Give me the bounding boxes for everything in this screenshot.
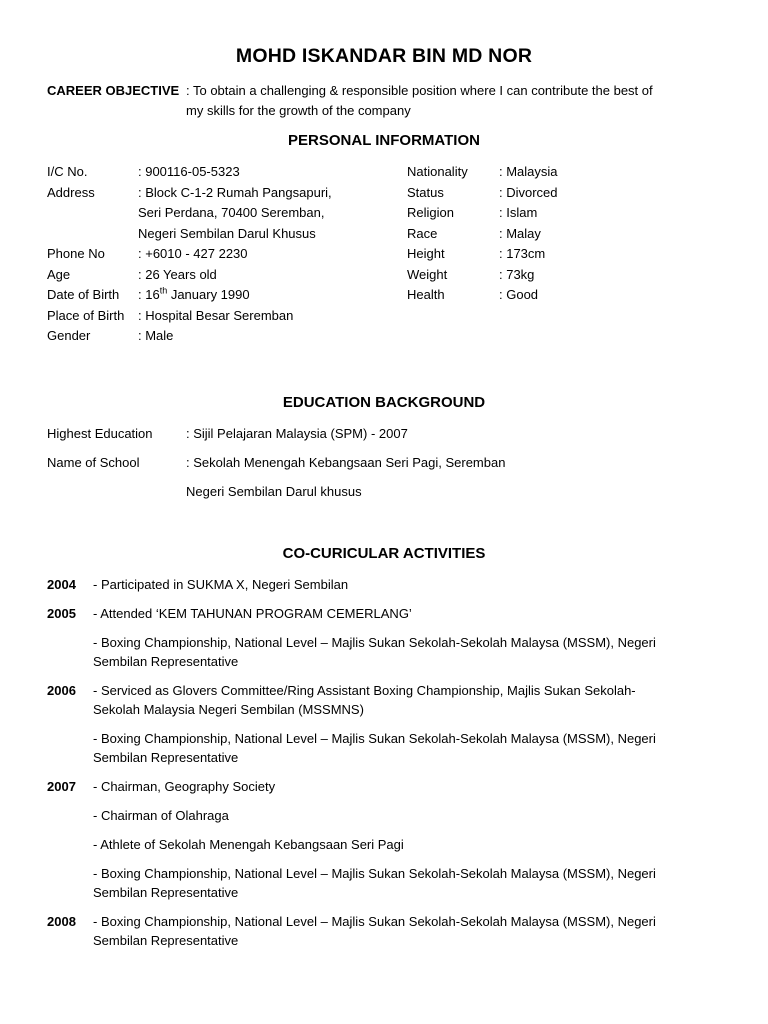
age-value: : 26 Years old — [138, 267, 217, 282]
school-value: : Sekolah Menengah Kebangsaan Seri Pagi, Seremban — [186, 455, 506, 470]
dob-ordinal: th — [159, 285, 168, 296]
activity-item: - Boxing Championship, National Level – Majlis Sukan Sekolah-Sekolah Malaysa (MSSM), Negeri — [93, 866, 656, 881]
activity-item: - Chairman, Geography Society — [93, 779, 276, 794]
activities-title: CO-CURICULAR ACTIVITIES — [282, 545, 486, 562]
address-label: Address — [47, 185, 95, 200]
ic-value: : 900116-05-5323 — [138, 164, 240, 179]
activity-item-cont: Sembilan Representative — [93, 750, 239, 765]
health-value: : Good — [499, 287, 539, 302]
phone-label: Phone No — [47, 246, 105, 261]
address-line-3: Negeri Sembilan Darul Khusus — [138, 226, 316, 241]
weight-label: Weight — [407, 267, 448, 282]
activity-item: - Boxing Championship, National Level – Majlis Sukan Sekolah-Sekolah Malaysa (MSSM), Negeri — [93, 731, 656, 746]
activity-item: - Boxing Championship, National Level – Majlis Sukan Sekolah-Sekolah Malaysa (MSSM), Negeri — [93, 914, 656, 929]
ic-label: I/C No. — [47, 164, 88, 179]
career-objective-text: : To obtain a challenging & responsible position where I can contribute the best of — [186, 83, 653, 98]
nationality-label: Nationality — [407, 164, 468, 179]
highest-education-value: : Sijil Pelajaran Malaysia (SPM) - 2007 — [186, 426, 408, 441]
religion-value: : Islam — [499, 205, 538, 220]
career-objective-text-cont: my skills for the growth of the company — [186, 103, 411, 118]
activity-item-cont: Sembilan Representative — [93, 654, 239, 669]
status-label: Status — [407, 185, 444, 200]
religion-label: Religion — [407, 205, 454, 220]
year-2005: 2005 — [47, 606, 76, 621]
activity-item: - Athlete of Sekolah Menengah Kebangsaan Seri Pagi — [93, 837, 404, 852]
activity-item: - Chairman of Olahraga — [93, 808, 229, 823]
pob-value: : Hospital Besar Seremban — [138, 308, 294, 323]
year-2004: 2004 — [47, 577, 76, 592]
dob-value — [138, 287, 250, 303]
gender-value: : Male — [138, 328, 174, 343]
dob-day: : 16 — [138, 287, 160, 302]
address-line-2: Seri Perdana, 70400 Seremban, — [138, 205, 325, 220]
activity-item: - Participated in SUKMA X, Negeri Sembilan — [93, 577, 349, 592]
health-label: Health — [407, 287, 445, 302]
nationality-value: : Malaysia — [499, 164, 558, 179]
education-title: EDUCATION BACKGROUND — [282, 394, 486, 411]
activity-item-cont: Sekolah Malaysia Negeri Sembilan (MSSMNS) — [93, 702, 364, 717]
race-label: Race — [407, 226, 438, 241]
age-label: Age — [47, 267, 71, 282]
weight-value: : 73kg — [499, 267, 535, 282]
candidate-name: MOHD ISKANDAR BIN MD NOR — [235, 45, 533, 67]
career-objective-label: CAREER OBJECTIVE — [47, 83, 180, 98]
activity-item: - Attended ‘KEM TAHUNAN PROGRAM CEMERLANG’ — [93, 606, 412, 621]
dob-label: Date of Birth — [47, 287, 120, 302]
activity-item-cont: Sembilan Representative — [93, 885, 239, 900]
dob-month-year: January 1990 — [167, 287, 250, 302]
height-value: : 173cm — [499, 246, 546, 261]
year-2008: 2008 — [47, 914, 76, 929]
personal-info-title: PERSONAL INFORMATION — [288, 132, 480, 149]
race-value: : Malay — [499, 226, 541, 241]
address-line-1: : Block C-1-2 Rumah Pangsapuri, — [138, 185, 332, 200]
school-label: Name of School — [47, 455, 140, 470]
school-value-cont: Negeri Sembilan Darul khusus — [186, 484, 362, 499]
phone-value: : +6010 - 427 2230 — [138, 246, 248, 261]
height-label: Height — [407, 246, 445, 261]
activity-item: - Serviced as Glovers Committee/Ring Assistant Boxing Championship, Majlis Sukan Sekolah- — [93, 683, 636, 698]
gender-label: Gender — [47, 328, 91, 343]
activity-item-cont: Sembilan Representative — [93, 933, 239, 948]
status-value: : Divorced — [499, 185, 558, 200]
activity-item: - Boxing Championship, National Level – Majlis Sukan Sekolah-Sekolah Malaysa (MSSM), Negeri — [93, 635, 656, 650]
highest-education-label: Highest Education — [47, 426, 153, 441]
year-2007: 2007 — [47, 779, 76, 794]
pob-label: Place of Birth — [47, 308, 125, 323]
year-2006: 2006 — [47, 683, 76, 698]
